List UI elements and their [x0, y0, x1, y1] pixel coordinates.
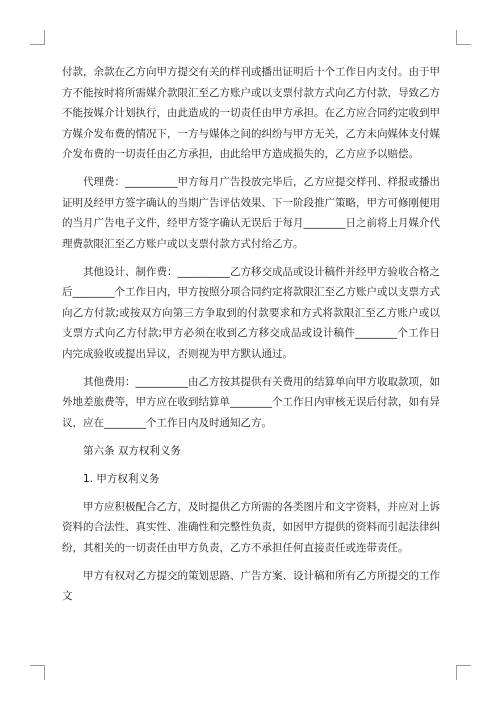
section-heading: 1. 甲方权利义务 — [83, 472, 160, 485]
crop-mark-bottom-left — [30, 665, 45, 680]
document-body — [62, 62, 440, 614]
crop-mark-top-right — [456, 30, 471, 45]
paragraph-other-fees: 其他费用：__________由乙方按其提供有关费用的结算单向甲方收取款项，如外地差旅费等，甲方应在收到结算单________个工作日内审核无误后付款，如有异议，应在________个工作日内及时通知乙方。 — [62, 375, 440, 429]
paragraph-design-production-fee: 其他设计、制作费：__________乙方移交成品或设计稿件并经甲方验收合格之后________个工作日内，甲方按照分项合同约定将款限汇至乙方账户或以支票方式向乙方付款;或按双方向第三方争取到的付款要求和方式将款限汇至乙方账户或以支票方式向乙方付款;甲方必须在收到乙方移交成品或设计稿件________个工作日内完成验收或提出异议，否则视为甲方默认通过。 — [62, 265, 440, 360]
paragraph-payment-balance: 付款，余款在乙方向甲方提交有关的样刊或播出证明后十个工作日内支付。由于甲方不能按时将所需媒介款限汇至乙方账户或以支票付款方式向乙方付款，导致乙方不能按媒介计划执行，由此造成的一切责任由甲方承担。在乙方应合同约定收到甲方媒介发布费的情况下，一方与媒体之间的纠纷与甲方无关，乙方未向媒体支付媒介发布费的一切责任由乙方承担，由此给甲方造成损失的，乙方应予以赔偿。 — [62, 66, 440, 160]
paragraph-agency-fee: 代理费：__________甲方每月广告投放完毕后，乙方应提交样刊、样报或播出证明及经甲方签字确认的当期广告评估效果、下一阶段推广策略，甲方可修刚便用的当月广告电子文件，经甲方签字确认无误后于每月________日之前将上月媒介代理费款限汇至乙方账户或以支票付款方式付给乙方。 — [62, 176, 440, 250]
crop-mark-top-left — [30, 30, 45, 45]
article-heading: 第六条 双方权利义务 — [83, 444, 181, 457]
paragraph-party-a-rights: 甲方有权对乙方提交的策划思路、广告方案、设计稿和所有乙方所提交的工作文 — [62, 569, 440, 602]
crop-mark-bottom-right — [456, 665, 471, 680]
paragraph-party-a-cooperation: 甲方应积极配合乙方，及时提供乙方所需的各类图片和文字资料，并应对上诉资料的合法性、真实性、准确性和完整性负责，如因甲方提供的资料而引起法律纠纷，其相关的一切责任由甲方负责，乙方不承担任何直接责任或连带责任。 — [62, 500, 440, 554]
